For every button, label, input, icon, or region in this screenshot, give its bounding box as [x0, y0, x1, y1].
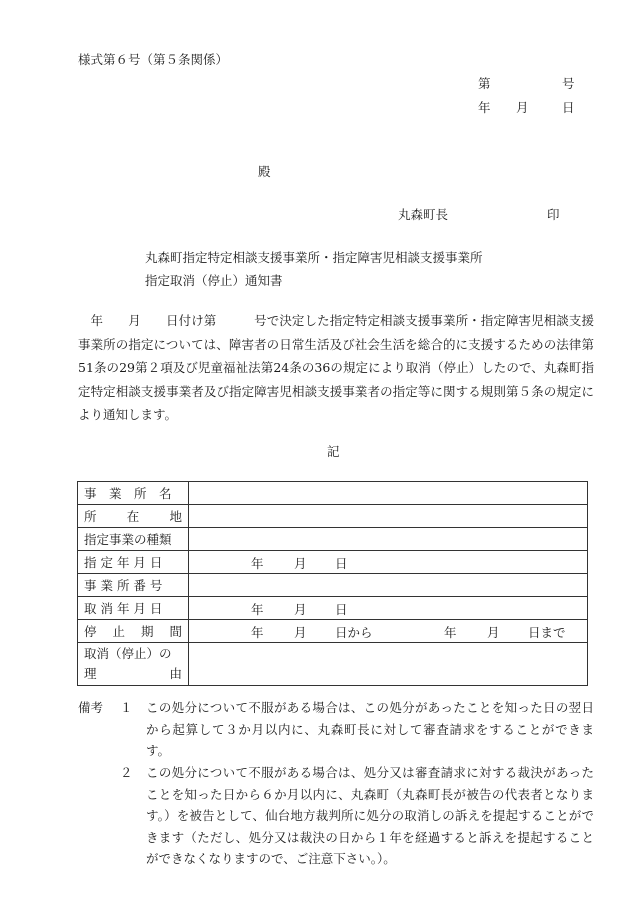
- location-char-3: 地: [169, 509, 182, 524]
- remark-number: １: [120, 700, 133, 715]
- location-char-2: 在: [126, 509, 140, 524]
- suspension-char-3: 期: [140, 624, 154, 639]
- body-text: 年 月 日付け第 号で決定した指定特定相談支援事業所・指定障害児相談支援事業所の指定については、障害者の日常生活及び社会生活を総合的に支援するための法律第51条の29第２項及び児童福祉法第24条の36の規定により取消（停止）したので、丸森町指定特定相談支援事業者及び指定障害児相談支援事業者の指定等に関する規則第５条の規定により通知します。: [78, 313, 594, 423]
- designation-day: 日: [335, 556, 348, 571]
- table-row: [78, 505, 588, 528]
- label-business-type: [78, 528, 189, 551]
- issue-date: [478, 98, 575, 116]
- label-suspension-period: [78, 620, 189, 643]
- doc-number-prefix: 第: [478, 76, 491, 91]
- designation-month: 月: [294, 556, 307, 571]
- value-suspension-period: [189, 620, 588, 643]
- table-row: [78, 528, 588, 551]
- reason-label-line2: [84, 664, 182, 684]
- suspension-until-year: 年: [444, 625, 457, 640]
- revocation-year: 年: [251, 602, 264, 617]
- revocation-day: 日: [335, 602, 348, 617]
- suspension-until-month: 月: [487, 625, 500, 640]
- label-revocation-date: [78, 597, 189, 620]
- table-row: [78, 643, 588, 686]
- table-row: [78, 551, 588, 574]
- value-office-name: [189, 482, 588, 505]
- value-designation-date: [189, 551, 588, 574]
- table-row: [78, 597, 588, 620]
- suspension-label: [84, 622, 182, 640]
- business-type-label: 指定事業の種類: [84, 532, 172, 547]
- details-table: [77, 481, 588, 686]
- label-office-number: [78, 574, 189, 597]
- table-row: [78, 574, 588, 597]
- label-reason: [78, 643, 189, 686]
- label-location: [78, 505, 189, 528]
- suspension-until-day: 日まで: [528, 625, 566, 640]
- suspension-char-2: 止: [112, 624, 125, 639]
- suspension-from-month: 月: [294, 625, 307, 640]
- document-title-line2: 指定取消（停止）通知書: [145, 273, 283, 288]
- designation-year: 年: [251, 556, 264, 571]
- remark-number: ２: [120, 765, 133, 780]
- location-label: [84, 507, 182, 525]
- label-designation-date: [78, 551, 189, 574]
- value-location: [189, 505, 588, 528]
- suspension-from-day: 日から: [335, 625, 373, 640]
- suspension-char-4: 間: [169, 624, 182, 639]
- value-reason: [189, 643, 588, 686]
- revocation-month: 月: [294, 602, 307, 617]
- location-char-1: 所: [84, 509, 97, 524]
- office-number-label: 事 業 所 番 号: [84, 578, 163, 593]
- document-title-line1: 丸森町指定特定相談支援事業所・指定障害児相談支援事業所: [145, 250, 483, 265]
- body-paragraph: [78, 309, 594, 427]
- designation-date-label: 指 定 年 月 日: [84, 555, 163, 570]
- doc-number-suffix: 号: [562, 76, 575, 91]
- seal-mark: 印: [547, 207, 560, 222]
- label-office-name: [78, 482, 189, 505]
- issue-year: 年: [478, 100, 491, 115]
- ki-heading: 記: [327, 444, 340, 459]
- office-name-label: 事 業 所 名: [84, 486, 172, 501]
- sender-name: 丸森町長: [398, 207, 449, 222]
- reason-label-line1: 取消（停止）の: [84, 646, 172, 661]
- table-row: [78, 620, 588, 643]
- reason-label: [84, 644, 182, 684]
- addressee-suffix: 殿: [258, 164, 271, 179]
- remark-text: この処分について不服がある場合は、処分又は審査請求に対する裁決があったことを知った日から６か月以内に、丸森町（丸森町長が被告の代表者となります。）を被告として、仙台地方裁判所に処分の取消しの訴えを提起することができます（ただし、処分又は裁決の日から１年を経過すると訴えを提起することができなくなりますので、ご注意下さい。）。: [146, 765, 594, 867]
- value-revocation-date: [189, 597, 588, 620]
- value-office-number: [189, 574, 588, 597]
- value-business-type: [189, 528, 588, 551]
- remark-text: この処分について不服がある場合は、この処分があったことを知った日の翌日から起算して３か月以内に、丸森町長に対して審査請求をすることができます。: [146, 700, 594, 759]
- issue-day: 日: [562, 100, 575, 115]
- suspension-from-year: 年: [251, 625, 264, 640]
- document-number: [478, 74, 575, 92]
- form-number: 様式第６号（第５条関係）: [78, 52, 229, 67]
- remarks-heading: 備考: [78, 700, 104, 715]
- reason-char-1: 理: [84, 666, 97, 681]
- issue-month: 月: [516, 100, 529, 115]
- revocation-date-label: 取 消 年 月 日: [84, 601, 163, 616]
- table-row: [78, 482, 588, 505]
- reason-char-2: 由: [169, 666, 182, 681]
- suspension-char-1: 停: [84, 624, 97, 639]
